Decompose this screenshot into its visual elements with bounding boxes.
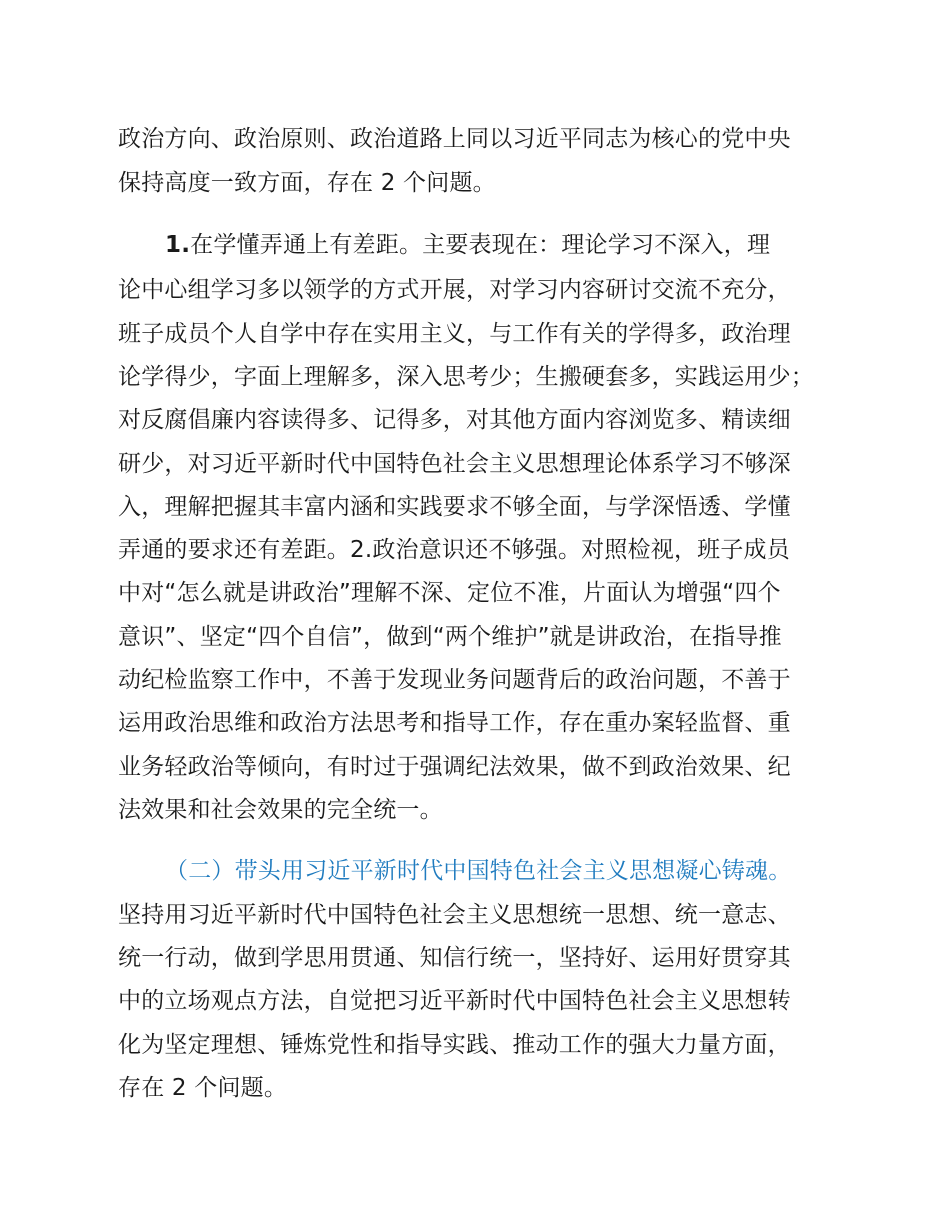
section2-line-1: 坚持用习近平新时代中国特色社会主义思想统一思想、统一意志、	[118, 902, 791, 928]
section2-line-3: 中的立场观点方法，自觉把习近平新时代中国特色社会主义思想转	[118, 988, 791, 1014]
item1-line-3: 论学得少，字面上理解多，深入思考少；生搬硬套多，实践运用少；	[118, 364, 814, 390]
item1-line-10: 动纪检监察工作中，不善于发现业务问题背后的政治问题，不善于	[118, 667, 791, 693]
intro-line-2: 保持高度一致方面，存在 2 个问题。	[118, 170, 496, 196]
item1-first-line	[165, 230, 770, 260]
item1-first-line-text: 在学懂弄通上有差距。主要表现在：理论学习不深入，理	[190, 232, 771, 258]
item1-line-11: 运用政治思维和政治方法思考和指导工作，存在重办案轻监督、重	[118, 710, 791, 736]
intro-line-1: 政治方向、政治原则、政治道路上同以习近平同志为核心的党中央	[118, 126, 791, 152]
item1-line-7: 弄通的要求还有差距。2.政治意识还不够强。对照检视，班子成员	[118, 537, 790, 563]
section2-line-2: 统一行动，做到学思用贯通、知信行统一，坚持好、运用好贯穿其	[118, 945, 791, 971]
item1-line-13: 法效果和社会效果的完全统一。	[118, 797, 443, 823]
item1-line-12: 业务轻政治等倾向，有时过于强调纪法效果，做不到政治效果、纪	[118, 754, 791, 780]
item1-line-4: 对反腐倡廉内容读得多、记得多，对其他方面内容浏览多、精读细	[118, 407, 791, 433]
item1-number: 1.	[165, 232, 191, 258]
item1-line-9: 意识”、坚定“四个自信”，做到“两个维护”就是讲政治，在指导推	[118, 624, 782, 650]
item1-line-1: 论中心组学习多以领学的方式开展，对学习内容研讨交流不充分，	[118, 277, 791, 303]
section2-line-5: 存在 2 个问题。	[118, 1075, 288, 1101]
section2-line-4: 化为坚定理想、锤炼党性和指导实践、推动工作的强大力量方面，	[118, 1032, 791, 1058]
item1-line-5: 研少，对习近平新时代中国特色社会主义思想理论体系学习不够深	[118, 451, 791, 477]
item1-line-8: 中对“怎么就是讲政治”理解不深、定位不准，片面认为增强“四个	[118, 580, 781, 606]
item1-line-2: 班子成员个人自学中存在实用主义，与工作有关的学得多，政治理	[118, 321, 791, 347]
section2-heading: （二）带头用习近平新时代中国特色社会主义思想凝心铸魂。	[165, 858, 792, 884]
item1-line-6: 入，理解把握其丰富内涵和实践要求不够全面，与学深悟透、学懂	[118, 494, 791, 520]
